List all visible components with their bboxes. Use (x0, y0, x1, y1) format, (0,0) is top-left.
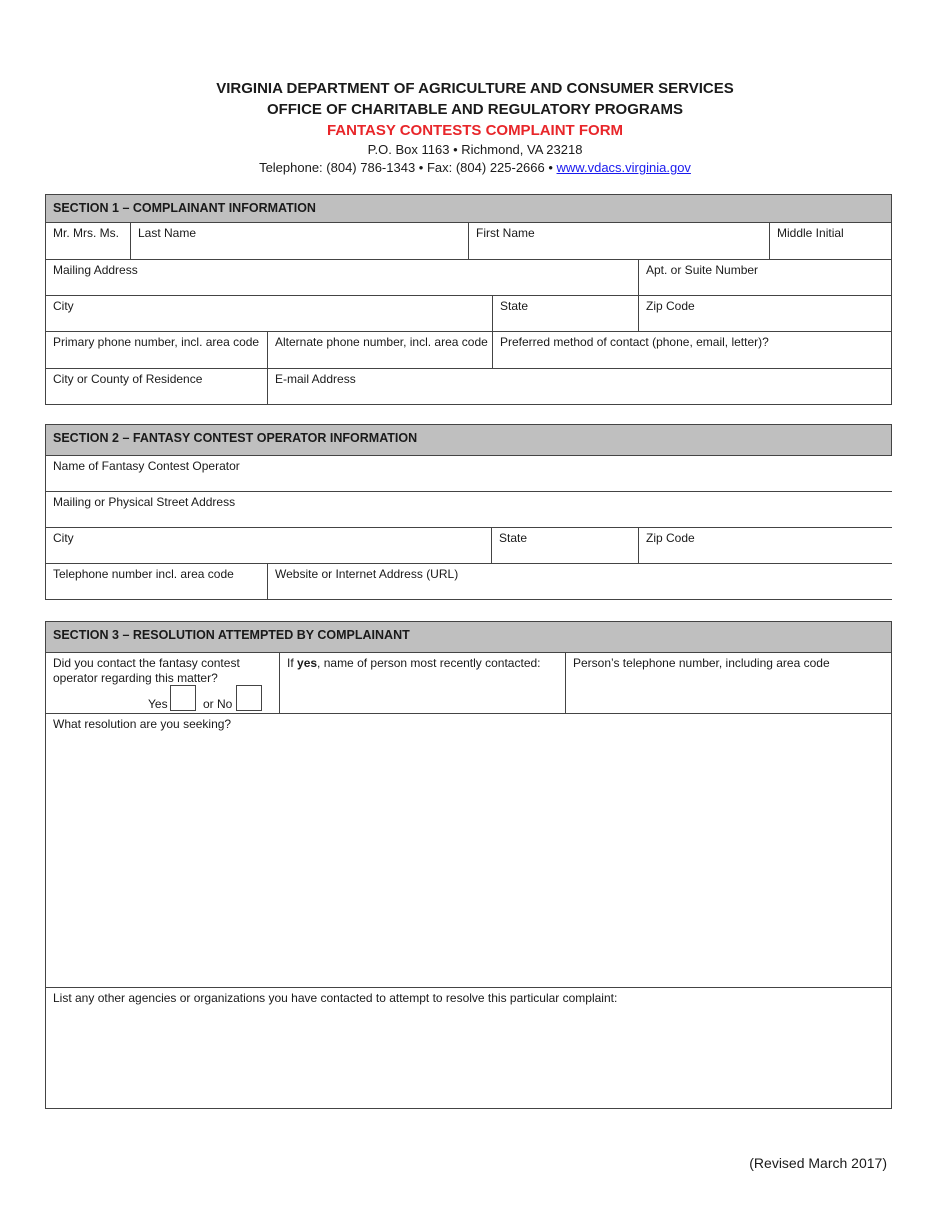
zip-field[interactable]: Zip Code (639, 296, 892, 332)
state-field[interactable]: State (493, 296, 639, 332)
section-3-table (45, 621, 892, 1109)
mailing-address: P.O. Box 1163 • Richmond, VA 23218 (367, 142, 583, 157)
office-name: OFFICE OF CHARITABLE AND REGULATORY PROGRAMS (266, 101, 684, 118)
if-yes-bold: yes (297, 656, 318, 670)
email-field[interactable]: E-mail Address (268, 369, 892, 405)
section-1-heading: SECTION 1 – COMPLAINANT INFORMATION (46, 195, 892, 223)
operator-name-field[interactable]: Name of Fantasy Contest Operator (46, 456, 892, 492)
department-name: VIRGINIA DEPARTMENT OF AGRICULTURE AND CONSUMER SERVICES (216, 80, 734, 97)
section-1-table (45, 194, 892, 405)
operator-phone-field[interactable]: Telephone number incl. area code (46, 564, 268, 600)
person-phone-field[interactable]: Person’s telephone number, including area code (566, 653, 892, 714)
person-contacted-field[interactable] (280, 653, 566, 714)
middle-initial-field[interactable]: Middle Initial (770, 223, 892, 260)
county-residence-field[interactable]: City or County of Residence (46, 369, 268, 405)
contacted-question: Did you contact the fantasy contest operator regarding this matter? (53, 656, 240, 685)
if-prefix: If (287, 656, 298, 670)
primary-phone-field[interactable]: Primary phone number, incl. area code (46, 332, 268, 369)
apt-suite-field[interactable]: Apt. or Suite Number (639, 260, 892, 296)
phone-fax: Telephone: (804) 786-1343 • Fax: (804) 225-2666 • (259, 160, 557, 175)
salutation-field[interactable]: Mr. Mrs. Ms. (46, 223, 131, 260)
city-field[interactable]: City (46, 296, 493, 332)
mailing-address-field[interactable]: Mailing Address (46, 260, 639, 296)
yes-label: Yes (148, 697, 168, 711)
form-header (0, 78, 950, 177)
operator-state-field[interactable]: State (492, 528, 639, 564)
no-label: or No (203, 697, 233, 711)
resolution-seeking-field[interactable]: What resolution are you seeking? (46, 714, 892, 988)
website-link[interactable]: www.vdacs.virginia.gov (556, 160, 691, 175)
first-name-field[interactable]: First Name (469, 223, 770, 260)
operator-city-field[interactable]: City (46, 528, 492, 564)
revision-note: (Revised March 2017) (749, 1155, 887, 1171)
operator-zip-field[interactable]: Zip Code (639, 528, 892, 564)
no-checkbox[interactable] (236, 685, 262, 711)
last-name-field[interactable]: Last Name (131, 223, 469, 260)
form-title: FANTASY CONTESTS COMPLAINT FORM (326, 122, 624, 139)
section-2-table (45, 424, 892, 600)
yes-checkbox[interactable] (170, 685, 196, 711)
if-suffix: , name of person most recently contacted: (317, 656, 541, 670)
other-agencies-field[interactable]: List any other agencies or organizations you have contacted to attempt to resolve this particular complaint: (46, 988, 892, 1109)
preferred-contact-field[interactable]: Preferred method of contact (phone, email, letter)? (493, 332, 892, 369)
operator-street-field[interactable]: Mailing or Physical Street Address (46, 492, 892, 528)
alternate-phone-field[interactable]: Alternate phone number, incl. area code (268, 332, 493, 369)
section-3-heading: SECTION 3 – RESOLUTION ATTEMPTED BY COMPLAINANT (46, 622, 892, 653)
contacted-operator-cell (46, 653, 280, 714)
contact-line (0, 159, 950, 177)
operator-website-field[interactable]: Website or Internet Address (URL) (268, 564, 892, 600)
section-2-heading: SECTION 2 – FANTASY CONTEST OPERATOR INFORMATION (46, 425, 892, 456)
